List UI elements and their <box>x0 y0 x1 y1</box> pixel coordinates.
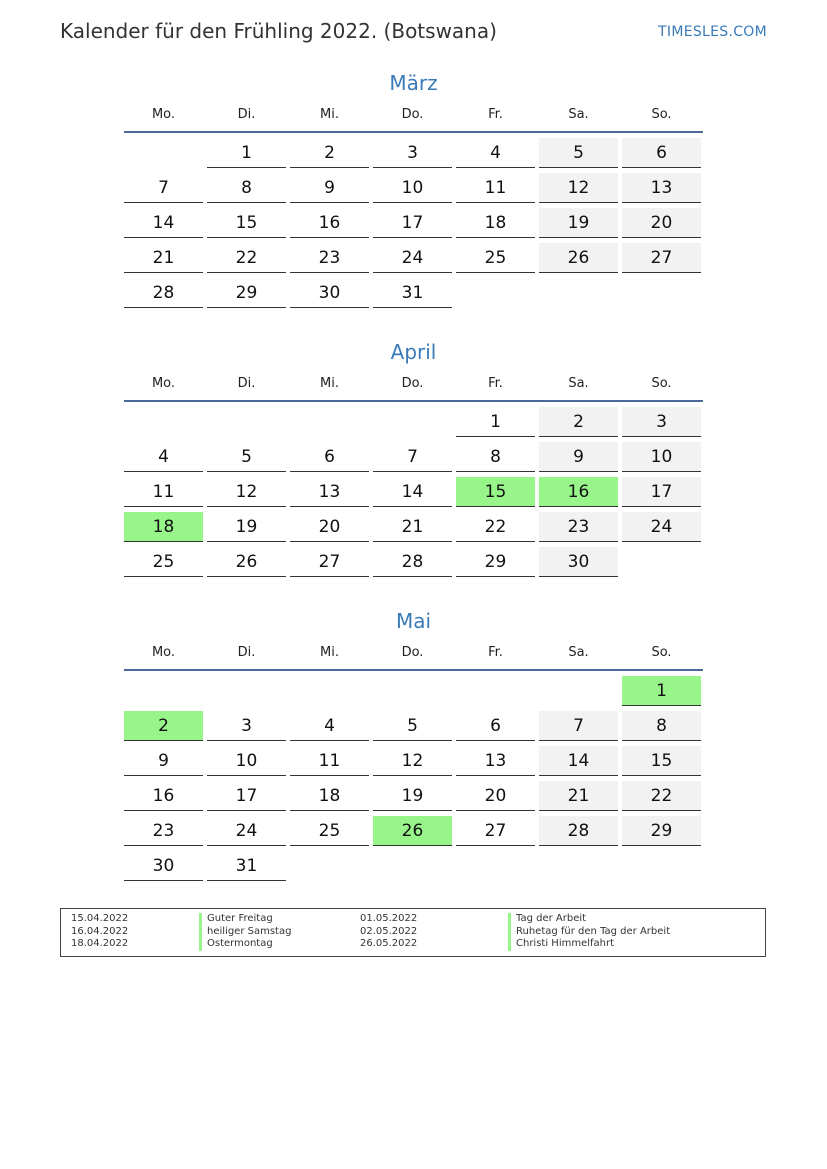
day-cell: 15 <box>622 746 701 776</box>
weekday-label: Sa. <box>568 107 589 122</box>
day-cell: 5 <box>373 711 452 741</box>
weekday-label: Mo. <box>151 645 176 660</box>
month-title: Mai <box>395 609 432 633</box>
day-cell: 29 <box>456 547 535 577</box>
day-cell: 13 <box>290 477 369 507</box>
day-cell: 24 <box>373 243 452 273</box>
day-cell: 4 <box>290 711 369 741</box>
empty-cell <box>207 407 286 437</box>
day-cell: 8 <box>622 711 701 741</box>
day-cell: 14 <box>124 208 203 238</box>
day-cell: 10 <box>207 746 286 776</box>
day-cell: 1 <box>207 138 286 168</box>
day-cell: 6 <box>456 711 535 741</box>
day-grid <box>124 676 703 881</box>
holiday-legend <box>60 908 766 957</box>
day-cell: 12 <box>539 173 618 203</box>
legend-dates-left <box>71 913 128 951</box>
day-cell: 13 <box>622 173 701 203</box>
weekday-label: Mi. <box>320 376 339 391</box>
day-cell: 7 <box>539 711 618 741</box>
day-cell: 5 <box>207 442 286 472</box>
month-april <box>124 338 703 577</box>
day-cell: 16 <box>124 781 203 811</box>
page-title: Kalender für den Frühling 2022. (Botswana) <box>60 19 497 43</box>
day-cell: 10 <box>373 173 452 203</box>
day-cell: 19 <box>373 781 452 811</box>
weekday-label: Fr. <box>488 376 503 391</box>
day-cell: 27 <box>622 243 701 273</box>
weekday-label: Mo. <box>151 376 176 391</box>
day-cell: 17 <box>622 477 701 507</box>
day-cell: 19 <box>539 208 618 238</box>
legend-holiday-name: Christi Himmelfahrt <box>508 938 670 951</box>
day-cell: 22 <box>207 243 286 273</box>
day-cell: 26 <box>373 816 452 846</box>
day-cell: 2 <box>290 138 369 168</box>
day-cell: 26 <box>539 243 618 273</box>
weekday-label: Di. <box>237 107 256 122</box>
empty-cell <box>124 407 203 437</box>
day-grid <box>124 138 703 308</box>
day-cell: 29 <box>207 278 286 308</box>
day-cell: 17 <box>373 208 452 238</box>
weekday-header <box>124 105 703 125</box>
day-cell: 9 <box>290 173 369 203</box>
legend-holiday-name: Guter Freitag <box>199 913 291 926</box>
day-cell: 29 <box>622 816 701 846</box>
month-title: April <box>390 340 437 364</box>
day-cell: 27 <box>456 816 535 846</box>
day-cell: 27 <box>290 547 369 577</box>
legend-holiday-name: Ruhetag für den Tag der Arbeit <box>508 926 670 939</box>
day-cell: 21 <box>539 781 618 811</box>
day-cell: 11 <box>290 746 369 776</box>
header-divider <box>124 131 703 133</box>
day-cell: 30 <box>290 278 369 308</box>
legend-holiday-name: Ostermontag <box>199 938 291 951</box>
day-cell: 26 <box>207 547 286 577</box>
day-cell: 18 <box>290 781 369 811</box>
day-cell: 3 <box>207 711 286 741</box>
day-cell: 24 <box>207 816 286 846</box>
empty-cell <box>539 676 618 706</box>
day-cell: 31 <box>207 851 286 881</box>
day-cell: 28 <box>124 278 203 308</box>
day-cell: 28 <box>373 547 452 577</box>
day-cell: 3 <box>373 138 452 168</box>
legend-names-left <box>199 913 291 951</box>
empty-cell <box>207 676 286 706</box>
day-cell: 20 <box>290 512 369 542</box>
day-cell: 4 <box>456 138 535 168</box>
brand-link[interactable]: TIMESLES.COM <box>658 24 767 40</box>
legend-date: 16.04.2022 <box>71 925 129 937</box>
day-cell: 2 <box>124 711 203 741</box>
weekday-label: Fr. <box>488 107 503 122</box>
weekday-label: Mi. <box>320 107 339 122</box>
legend-dates-right <box>360 913 417 951</box>
legend-date: 01.05.2022 <box>360 913 418 924</box>
day-cell: 16 <box>290 208 369 238</box>
day-cell: 23 <box>124 816 203 846</box>
day-cell: 30 <box>124 851 203 881</box>
day-cell: 11 <box>124 477 203 507</box>
month-march <box>124 69 703 308</box>
day-cell: 1 <box>622 676 701 706</box>
day-cell: 18 <box>456 208 535 238</box>
weekday-label: Di. <box>237 376 256 391</box>
day-cell: 24 <box>622 512 701 542</box>
day-cell: 2 <box>539 407 618 437</box>
day-cell: 11 <box>456 173 535 203</box>
day-cell: 7 <box>124 173 203 203</box>
legend-holiday-name: Tag der Arbeit <box>508 913 670 926</box>
day-grid <box>124 407 703 577</box>
day-cell: 7 <box>373 442 452 472</box>
day-cell: 20 <box>622 208 701 238</box>
day-cell: 18 <box>124 512 203 542</box>
day-cell: 6 <box>290 442 369 472</box>
weekday-label: Mo. <box>151 107 176 122</box>
weekday-label: So. <box>651 376 672 391</box>
month-title: März <box>389 71 438 95</box>
day-cell: 14 <box>373 477 452 507</box>
month-may <box>124 607 703 881</box>
day-cell: 5 <box>539 138 618 168</box>
day-cell: 9 <box>124 746 203 776</box>
legend-date: 18.04.2022 <box>71 938 129 949</box>
day-cell: 22 <box>622 781 701 811</box>
weekday-label: Do. <box>401 376 424 391</box>
day-cell: 21 <box>124 243 203 273</box>
weekday-label: So. <box>651 107 672 122</box>
weekday-label: So. <box>651 645 672 660</box>
weekday-label: Sa. <box>568 376 589 391</box>
day-cell: 20 <box>456 781 535 811</box>
day-cell: 1 <box>456 407 535 437</box>
empty-cell <box>373 676 452 706</box>
day-cell: 16 <box>539 477 618 507</box>
day-cell: 23 <box>290 243 369 273</box>
day-cell: 25 <box>456 243 535 273</box>
day-cell: 12 <box>373 746 452 776</box>
day-cell: 6 <box>622 138 701 168</box>
day-cell: 21 <box>373 512 452 542</box>
day-cell: 17 <box>207 781 286 811</box>
day-cell: 4 <box>124 442 203 472</box>
empty-cell <box>290 407 369 437</box>
legend-holiday-name: heiliger Samstag <box>199 926 291 939</box>
day-cell: 3 <box>622 407 701 437</box>
legend-names-right <box>508 913 670 951</box>
day-cell: 23 <box>539 512 618 542</box>
day-cell: 31 <box>373 278 452 308</box>
day-cell: 13 <box>456 746 535 776</box>
legend-date: 15.04.2022 <box>71 913 129 924</box>
day-cell: 30 <box>539 547 618 577</box>
day-cell: 15 <box>456 477 535 507</box>
legend-date: 26.05.2022 <box>360 938 418 949</box>
day-cell: 12 <box>207 477 286 507</box>
day-cell: 8 <box>456 442 535 472</box>
day-cell: 8 <box>207 173 286 203</box>
day-cell: 25 <box>124 547 203 577</box>
day-cell: 19 <box>207 512 286 542</box>
header-divider <box>124 669 703 671</box>
empty-cell <box>373 407 452 437</box>
legend-date: 02.05.2022 <box>360 925 418 937</box>
day-cell: 15 <box>207 208 286 238</box>
weekday-label: Fr. <box>488 645 503 660</box>
day-cell: 9 <box>539 442 618 472</box>
weekday-label: Do. <box>401 645 424 660</box>
day-cell: 28 <box>539 816 618 846</box>
empty-cell <box>124 676 203 706</box>
header-divider <box>124 400 703 402</box>
day-cell: 25 <box>290 816 369 846</box>
weekday-label: Sa. <box>568 645 589 660</box>
weekday-label: Di. <box>237 645 256 660</box>
day-cell: 14 <box>539 746 618 776</box>
day-cell: 22 <box>456 512 535 542</box>
day-cell: 10 <box>622 442 701 472</box>
empty-cell <box>124 138 203 168</box>
weekday-header <box>124 643 703 663</box>
weekday-label: Mi. <box>320 645 339 660</box>
empty-cell <box>456 676 535 706</box>
weekday-label: Do. <box>401 107 424 122</box>
empty-cell <box>290 676 369 706</box>
weekday-header <box>124 374 703 394</box>
